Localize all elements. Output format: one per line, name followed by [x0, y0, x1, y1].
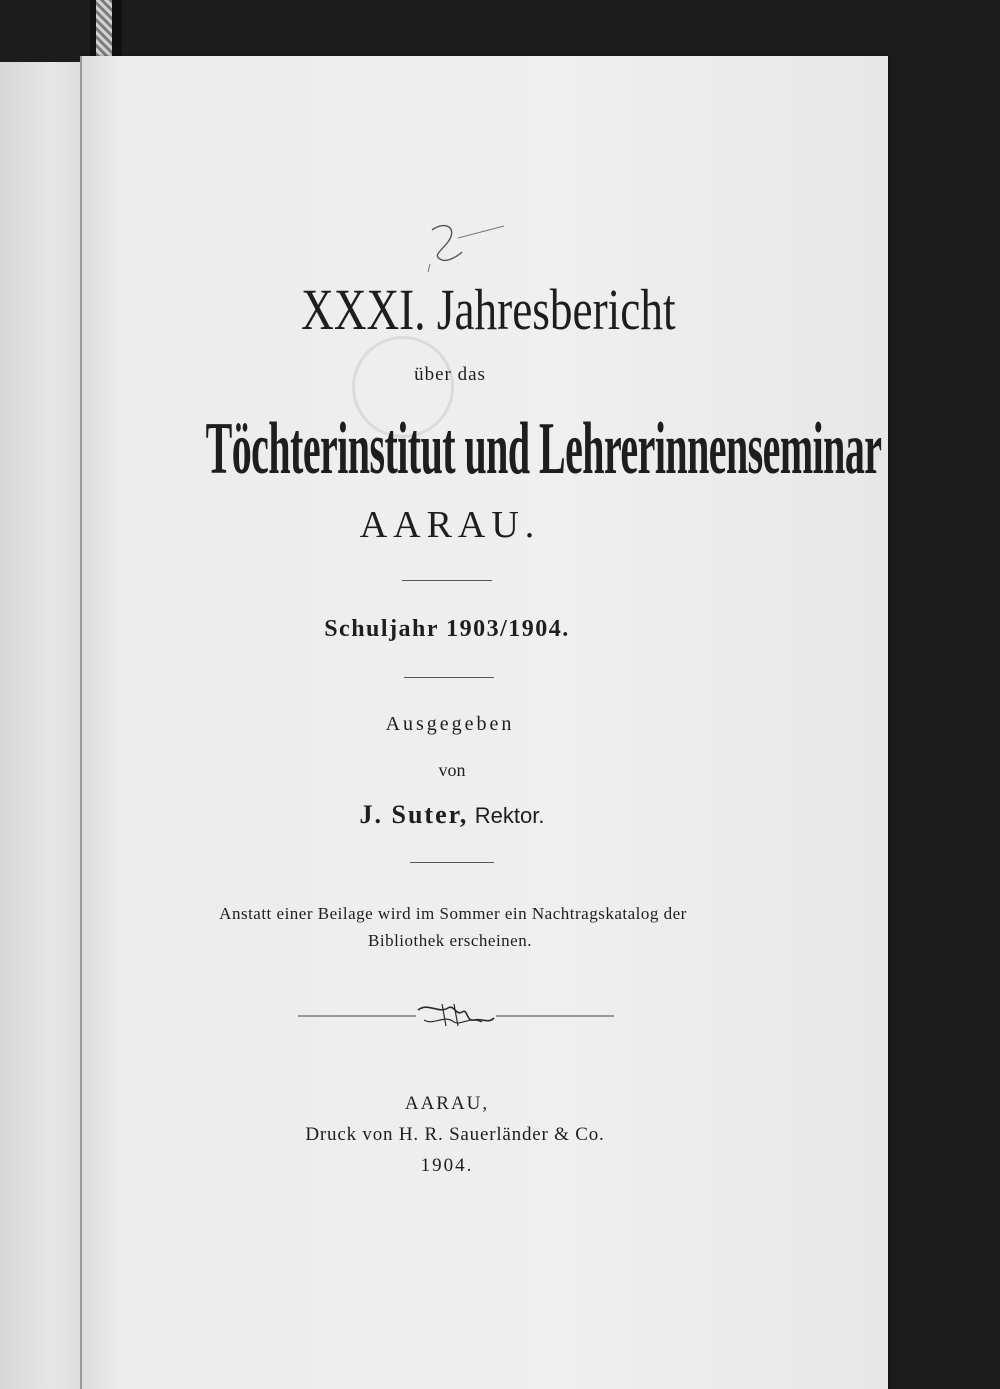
divider-rule [402, 580, 492, 581]
school-year: Schuljahr 1903/1904. [324, 616, 570, 642]
pencil-annotation-mark [418, 216, 508, 276]
issued-label: Ausgegeben [385, 713, 515, 735]
report-title: XXXI. Jahresbericht [301, 277, 676, 342]
title-connector: über das [414, 364, 486, 385]
divider-rule [404, 677, 494, 678]
institution-name: Töchterinstitut und Lehrerinnenseminar [205, 408, 882, 490]
bookmark-ribbon [96, 0, 112, 60]
ornamental-divider [298, 1000, 614, 1030]
editor-role: Rektor. [474, 803, 545, 828]
imprint-year: 1904. [420, 1155, 474, 1176]
imprint-printer: Druck von H. R. Sauerländer & Co. [305, 1124, 605, 1145]
divider-rule [410, 862, 494, 863]
editor-name: J. Suter, [359, 800, 469, 829]
by-label: von [438, 760, 466, 780]
institution-city: AARAU. [359, 504, 541, 546]
editor-line [0, 800, 952, 830]
supplement-note-line-1: Anstatt einer Beilage wird im Sommer ein Nachtragskatalog der [219, 904, 687, 923]
supplement-note-line-2: Bibliothek erscheinen. [368, 931, 532, 950]
imprint-city: AARAU, [404, 1093, 490, 1114]
